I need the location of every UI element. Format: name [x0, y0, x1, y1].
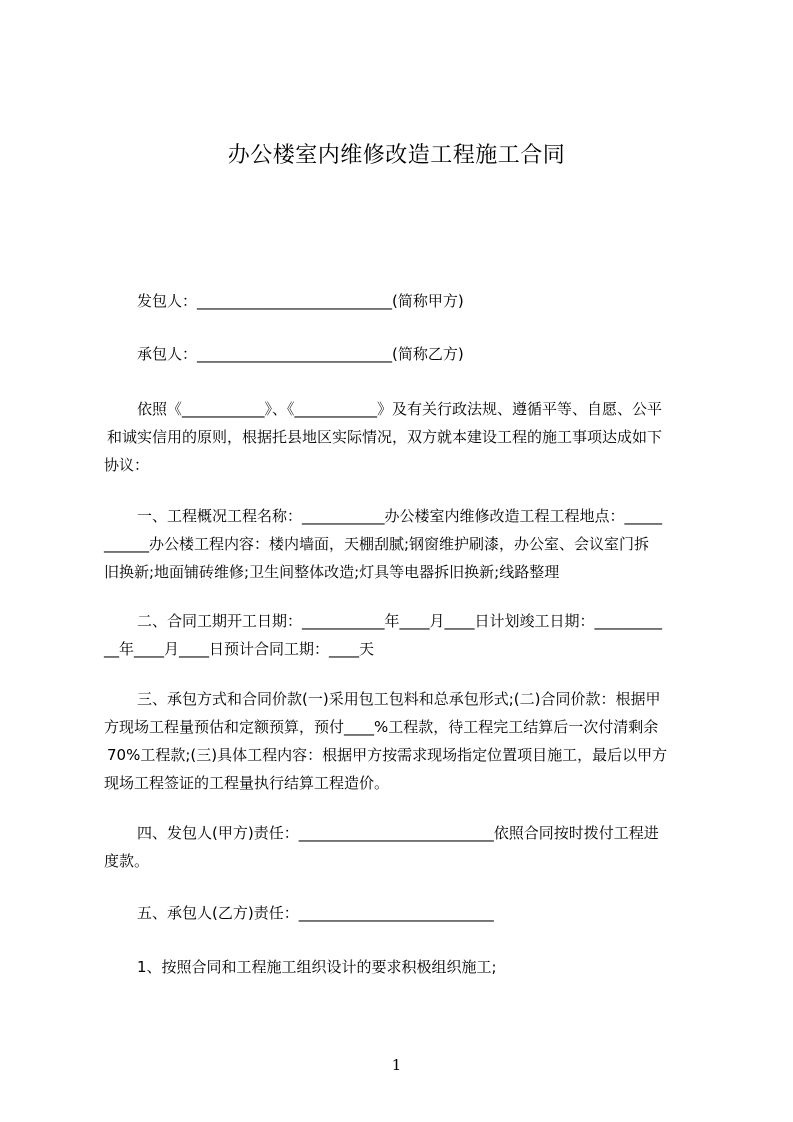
section-1-line-2: ______办公楼工程内容：楼内墙面，天棚刮腻;钢窗维护刷漆，办公室、会议室门拆	[104, 535, 650, 553]
section-2-line-2: __年____月____日预计合同工期：____天	[104, 640, 375, 658]
section-3-line-1: 三、承包方式和合同价款(一)采用包工包料和总承包形式;(二)合同价款：根据甲	[137, 690, 661, 708]
page-number: 1	[391, 1056, 402, 1074]
section-1-line-3: 旧换新;地面铺砖维修;卫生间整体改造;灯具等电器拆旧换新;线路整理	[104, 563, 560, 581]
section-4-line-1: 四、发包人(甲方)责任：__________________________依照合同按时拨付工程进	[137, 824, 659, 842]
party-a-line: 发包人：__________________________(简称甲方)	[137, 292, 464, 310]
section-1-line-1: 一、工程概况工程名称：___________办公楼室内维修改造工程工程地点：_____	[137, 507, 663, 525]
intro-line-1: 依照《___________》、《___________》及有关行政法规、遵循平等、自愿、公平	[137, 400, 663, 418]
intro-line-2: 和诚实信用的原则，根据托县地区实际情况，双方就本建设工程的施工事项达成如下	[107, 428, 663, 446]
section-3-line-3: 70%工程款;(三)具体工程内容：根据甲方按需求现场指定位置项目施工，最后以甲方	[107, 746, 668, 764]
section-3-line-2: 方现场工程量预估和定额预算，预付____%工程款，待工程完工结算后一次付清剩余	[104, 718, 659, 736]
intro-line-3: 协议：	[104, 456, 150, 474]
section-3-line-4: 现场工程签证的工程量执行结算工程造价。	[104, 774, 390, 792]
section-2-line-1: 二、合同工期开工日期：___________年____月____日计划竣工日期：_________	[137, 612, 663, 630]
item-1-line: 1、按照合同和工程施工组织设计的要求积极组织施工;	[137, 958, 497, 976]
contract-title: 办公楼室内维修改造工程施工合同	[227, 143, 566, 168]
section-5-line: 五、承包人(乙方)责任：__________________________	[137, 904, 494, 922]
section-4-line-2: 度款。	[104, 852, 150, 870]
party-b-line: 承包人：__________________________(简称乙方)	[137, 345, 464, 363]
